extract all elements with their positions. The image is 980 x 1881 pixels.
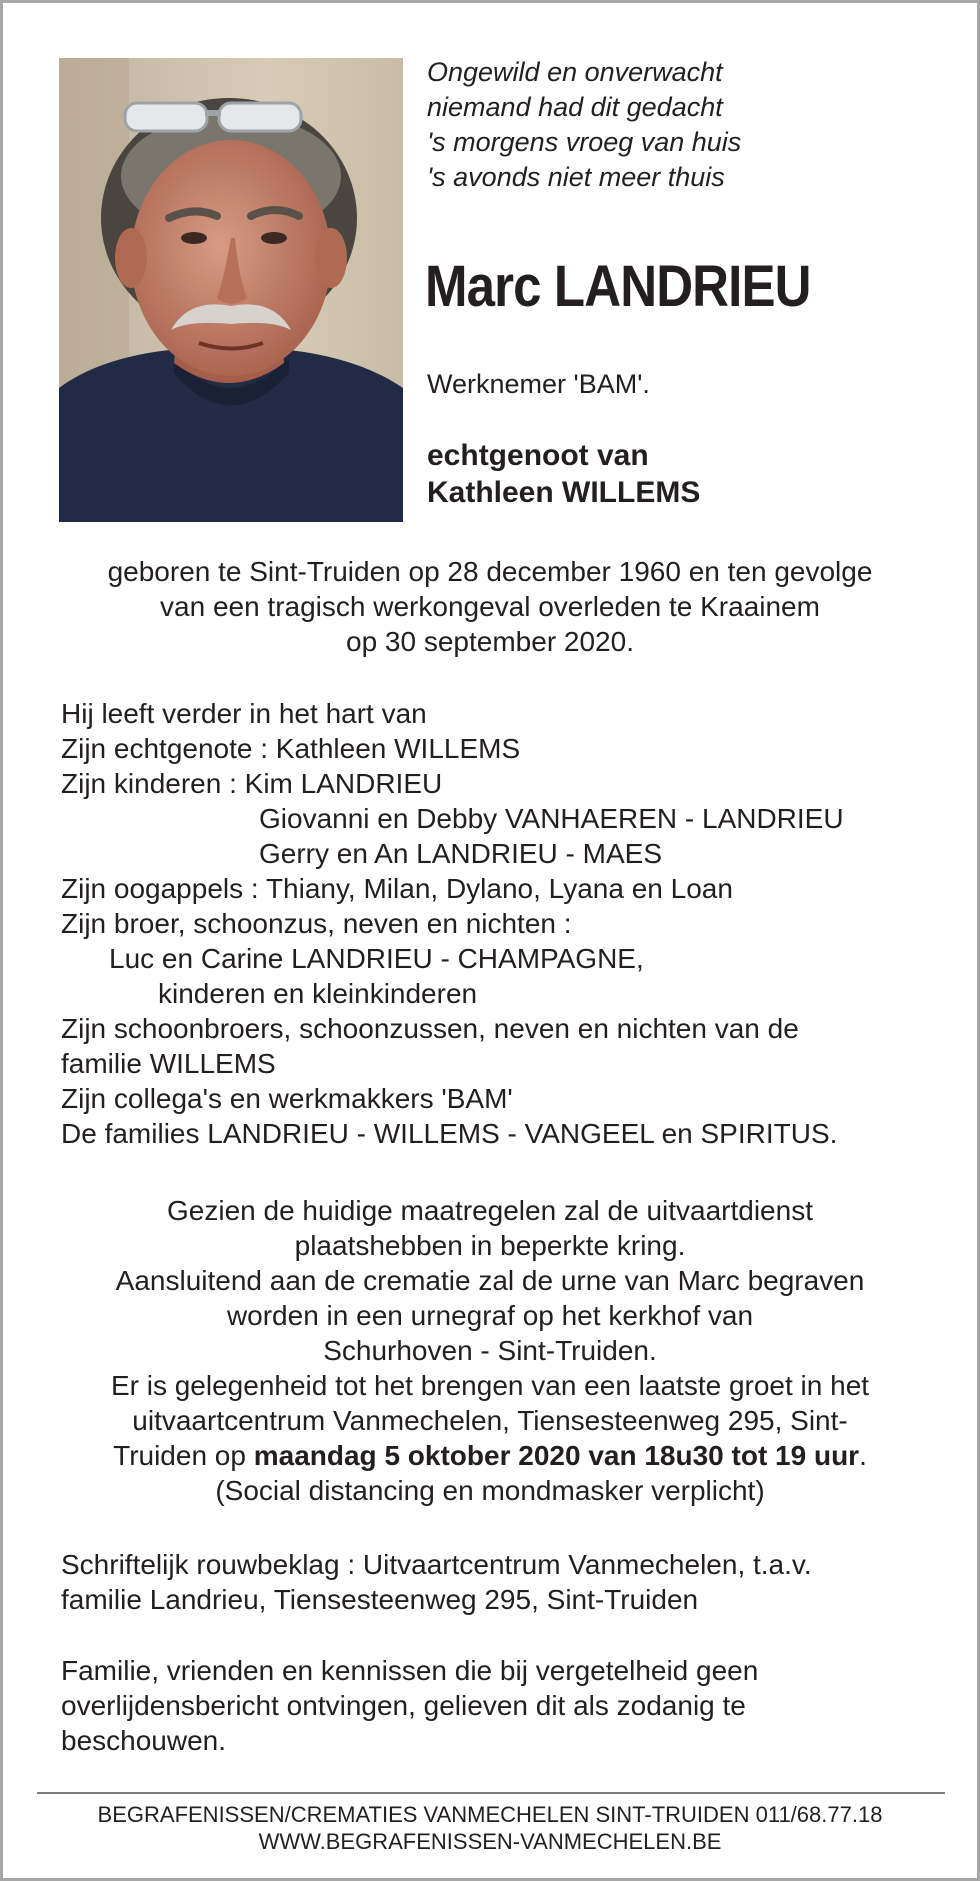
employer-line: Werknemer 'BAM'. — [427, 369, 650, 399]
funeral-home-name: BEGRAFENISSEN/CREMATIES VANMECHELEN SINT-TRUIDEN 011/68.77.18 — [97, 1802, 883, 1827]
family-families: De families LANDRIEU - WILLEMS - VANGEEL en SPIRITUS. — [61, 1118, 838, 1149]
notice-line: beschouwen. — [61, 1725, 227, 1756]
funeral-line: Schurhoven - Sint-Truiden. — [323, 1335, 657, 1366]
visitation-date: maandag 5 oktober 2020 van 18u30 tot 19 uur — [253, 1440, 860, 1471]
verse-line: 's avonds niet meer thuis — [427, 162, 725, 192]
funeral-line: plaatshebben in beperkte kring. — [294, 1230, 686, 1261]
footer-divider — [37, 1792, 945, 1794]
funeral-line: Er is gelegenheid tot het brengen van een laatste groet in het — [110, 1370, 870, 1401]
verse-line: Ongewild en onverwacht — [427, 57, 723, 87]
notice-line: Familie, vrienden en kennissen die bij vergetelheid geen — [61, 1655, 759, 1686]
family-list — [61, 696, 844, 1151]
portrait-photo — [59, 58, 403, 522]
verse-line: 's morgens vroeg van huis — [427, 127, 742, 157]
family-siblings-names: Luc en Carine LANDRIEU - CHAMPAGNE, — [109, 943, 644, 974]
funeral-line: worden in een urnegraf op het kerkhof van — [226, 1300, 754, 1331]
spouse-block — [427, 437, 700, 511]
family-children-cont: Gerry en An LANDRIEU - MAES — [259, 838, 663, 869]
birth-line: geboren te Sint-Truiden op 28 december 1960 en ten gevolge — [107, 556, 873, 587]
funeral-line: Gezien de huidige maatregelen zal de uitvaartdienst — [167, 1195, 813, 1226]
memorial-verse — [427, 55, 741, 195]
funeral-line: (Social distancing en mondmasker verplicht) — [215, 1475, 765, 1506]
condolence-line: familie Landrieu, Tiensesteenweg 295, Sint-Truiden — [61, 1584, 699, 1615]
birth-death-paragraph — [3, 554, 977, 659]
birth-line: van een tragisch werkongeval overleden te Kraainem — [160, 591, 820, 622]
portrait-image — [59, 58, 403, 522]
family-inlaws-cont: familie WILLEMS — [61, 1048, 276, 1079]
funeral-line: uitvaartcentrum Vanmechelen, Tiensesteenweg 295, Sint- — [132, 1405, 848, 1436]
family-children-cont: Giovanni en Debby VANHAEREN - LANDRIEU — [259, 803, 844, 834]
notice-line: overlijdensbericht ontvingen, gelieven dit als zodanig te — [61, 1690, 746, 1721]
family-grandchildren: Zijn oogappels : Thiany, Milan, Dylano, Lyana en Loan — [61, 873, 733, 904]
family-intro: Hij leeft verder in het hart van — [61, 698, 427, 729]
funeral-visitation-line — [3, 1438, 977, 1473]
family-wife: Zijn echtgenote : Kathleen WILLEMS — [61, 733, 521, 764]
notice-paragraph — [61, 1653, 758, 1758]
spouse-name: Kathleen WILLEMS — [427, 476, 701, 509]
family-inlaws: Zijn schoonbroers, schoonzussen, neven en nichten van de — [61, 1013, 799, 1044]
funeral-details — [3, 1193, 977, 1508]
visitation-prefix: Truiden op — [113, 1440, 254, 1471]
spouse-relation: echtgenoot van — [427, 439, 649, 472]
birth-line: op 30 september 2020. — [346, 626, 634, 657]
funeral-line: Aansluitend aan de crematie zal de urne van Marc begraven — [115, 1265, 865, 1296]
visitation-suffix: . — [859, 1440, 867, 1471]
family-colleagues: Zijn collega's en werkmakkers 'BAM' — [61, 1083, 513, 1114]
verse-line: niemand had dit gedacht — [427, 92, 723, 122]
deceased-name: Marc LANDRIEU — [425, 254, 811, 319]
condolence-line: Schriftelijk rouwbeklag : Uitvaartcentrum Vanmechelen, t.a.v. — [61, 1549, 812, 1580]
family-siblings-descendants: kinderen en kleinkinderen — [158, 978, 478, 1009]
family-siblings: Zijn broer, schoonzus, neven en nichten : — [61, 908, 572, 939]
funeral-home-website: WWW.BEGRAFENISSEN-VANMECHELEN.BE — [258, 1829, 722, 1854]
funeral-home-footer — [3, 1801, 977, 1855]
condolence-address — [61, 1547, 812, 1617]
family-children: Zijn kinderen : Kim LANDRIEU — [61, 768, 443, 799]
